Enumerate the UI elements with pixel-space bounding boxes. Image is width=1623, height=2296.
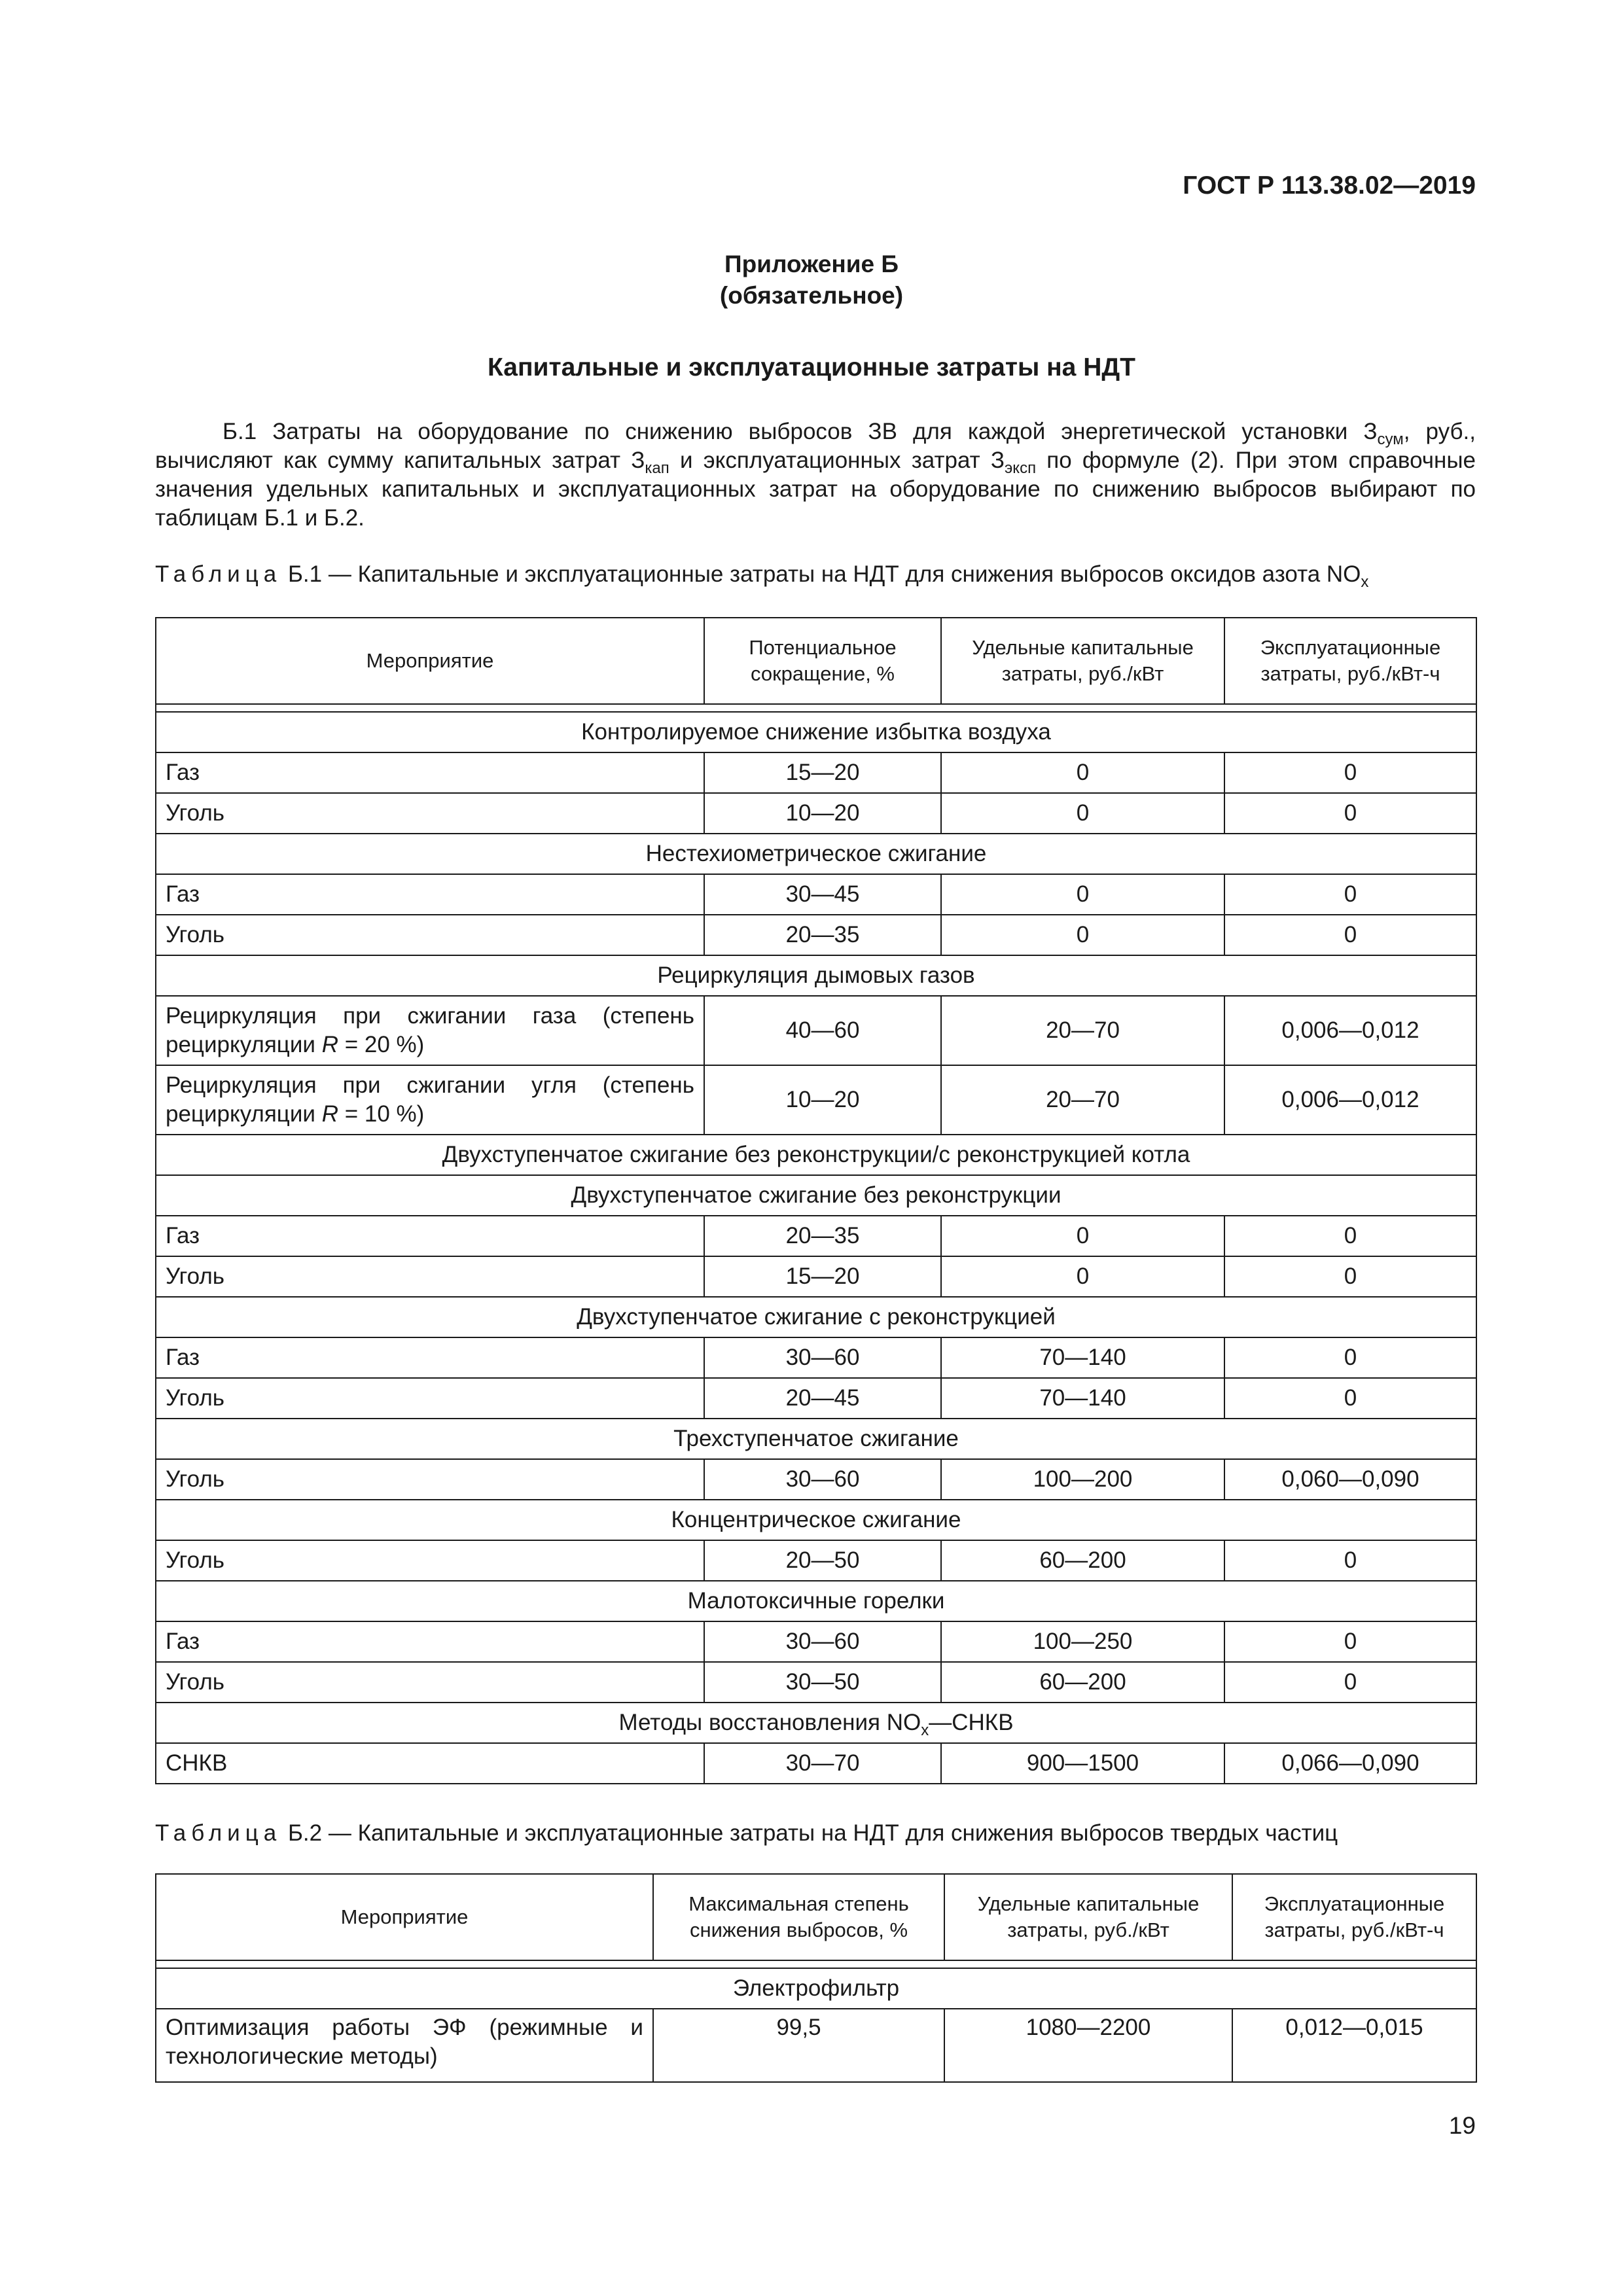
appendix-title: Приложение Б bbox=[724, 251, 899, 277]
table-header-row bbox=[156, 1874, 1476, 1960]
header-capital-cost: Удельные капитальные затраты, руб./кВт bbox=[941, 618, 1224, 704]
header-capital-cost: Удельные капитальные затраты, руб./кВт bbox=[944, 1874, 1232, 1960]
section-row: Малотоксичные горелки bbox=[156, 1581, 1476, 1621]
header-measure: Мероприятие bbox=[156, 618, 704, 704]
table-row: Уголь 20—45 70—140 0 bbox=[156, 1378, 1476, 1419]
section-title: Капитальные и эксплуатационные затраты на НДТ bbox=[488, 353, 1135, 381]
table-row: Газ 20—35 0 0 bbox=[156, 1216, 1476, 1256]
table-row: Газ 30—60 100—250 0 bbox=[156, 1621, 1476, 1662]
table-row: Рециркуляция при сжигании газа (степень рециркуляции R = 20 %) 40—60 20—70 0,006—0,012 bbox=[156, 996, 1476, 1065]
section-row: Нестехиометрическое сжигание bbox=[156, 834, 1476, 874]
document-code: ГОСТ Р 113.38.02—2019 bbox=[1183, 171, 1476, 200]
table-row: Газ 15—20 0 0 bbox=[156, 752, 1476, 793]
header-gap bbox=[156, 704, 1476, 712]
table-row: СНКВ 30—70 900—1500 0,066—0,090 bbox=[156, 1743, 1476, 1784]
header-gap bbox=[156, 1960, 1476, 1968]
table-row: Уголь 30—50 60—200 0 bbox=[156, 1662, 1476, 1703]
section-row: Двухступенчатое сжигание без реконструкции bbox=[156, 1175, 1476, 1216]
measure-gas-recirculation: Рециркуляция при сжигании газа (степень рециркуляции R = 20 %) bbox=[156, 996, 704, 1065]
appendix-status: (обязательное) bbox=[719, 282, 904, 309]
table-row: Газ 30—45 0 0 bbox=[156, 874, 1476, 915]
section-row: Двухступенчатое сжигание с реконструкцией bbox=[156, 1297, 1476, 1337]
table-row: Уголь 15—20 0 0 bbox=[156, 1256, 1476, 1297]
header-max-reduction: Максимальная степень снижения выбросов, % bbox=[653, 1874, 944, 1960]
header-measure: Мероприятие bbox=[156, 1874, 653, 1960]
table-row: Уголь 30—60 100—200 0,060—0,090 bbox=[156, 1459, 1476, 1500]
table2-caption: Таблица Б.2 — Капитальные и эксплуатационные затраты на НДТ для снижения выбросов твердых частиц bbox=[155, 1820, 1338, 1846]
section-row: Контролируемое снижение избытка воздуха bbox=[156, 712, 1476, 752]
table-header-row bbox=[156, 618, 1476, 704]
section-row: Трехступенчатое сжигание bbox=[156, 1419, 1476, 1459]
table-b1 bbox=[155, 617, 1477, 1784]
table-row: Уголь 20—35 0 0 bbox=[156, 915, 1476, 955]
page-number: 19 bbox=[1448, 2112, 1476, 2139]
section-row: Концентрическое сжигание bbox=[156, 1500, 1476, 1540]
section-row: Методы восстановления $NO_x—СНКВ$ bbox=[156, 1703, 1476, 1743]
header-operating-cost: Эксплуатационные затраты, руб./кВт-ч bbox=[1232, 1874, 1476, 1960]
table-row: Рециркуляция при сжигании угля (степень рециркуляции R = 10 %) 10—20 20—70 0,006—0,012 bbox=[156, 1065, 1476, 1135]
section-row: Электрофильтр bbox=[156, 1968, 1476, 2009]
table-row: Уголь 20—50 60—200 0 bbox=[156, 1540, 1476, 1581]
header-operating-cost: Эксплуатационные затраты, руб./кВт-ч bbox=[1224, 618, 1476, 704]
table-b2 bbox=[155, 1873, 1477, 2083]
appendix-heading bbox=[0, 249, 1623, 311]
header-reduction: Потенциальное сокращение, % bbox=[704, 618, 941, 704]
measure-coal-recirculation: Рециркуляция при сжигании угля (степень рециркуляции R = 10 %) bbox=[156, 1065, 704, 1135]
section-row: Двухступенчатое сжигание без реконструкции/с реконструкцией котла bbox=[156, 1135, 1476, 1175]
section-row: Рециркуляция дымовых газов bbox=[156, 955, 1476, 996]
table-row: Оптимизация работы ЭФ (режимные и технологические методы) 99,5 1080—2200 0,012—0,015 bbox=[156, 2009, 1476, 2082]
table-row: Газ 30—60 70—140 0 bbox=[156, 1337, 1476, 1378]
intro-paragraph: Б.1 Затраты на оборудование по снижению выбросов ЗВ для каждой энергетической установки $З_{сум}$, руб., вычисляют как сумму капитальных затрат $З_{кап}$ и эксплуатационных затрат $З_{эксп}$ по формуле (2). При этом справочные значения удельных капитальных и эксплуатационных затрат на оборудование по снижению выбросов выбирают по таблицам Б.1 и Б.2. bbox=[155, 419, 1476, 531]
table-row: Уголь 10—20 0 0 bbox=[156, 793, 1476, 834]
table1-caption: Таблица Б.1 — Капитальные и эксплуатационные затраты на НДТ для снижения выбросов оксидов азота $NO_x$ bbox=[155, 561, 1369, 591]
